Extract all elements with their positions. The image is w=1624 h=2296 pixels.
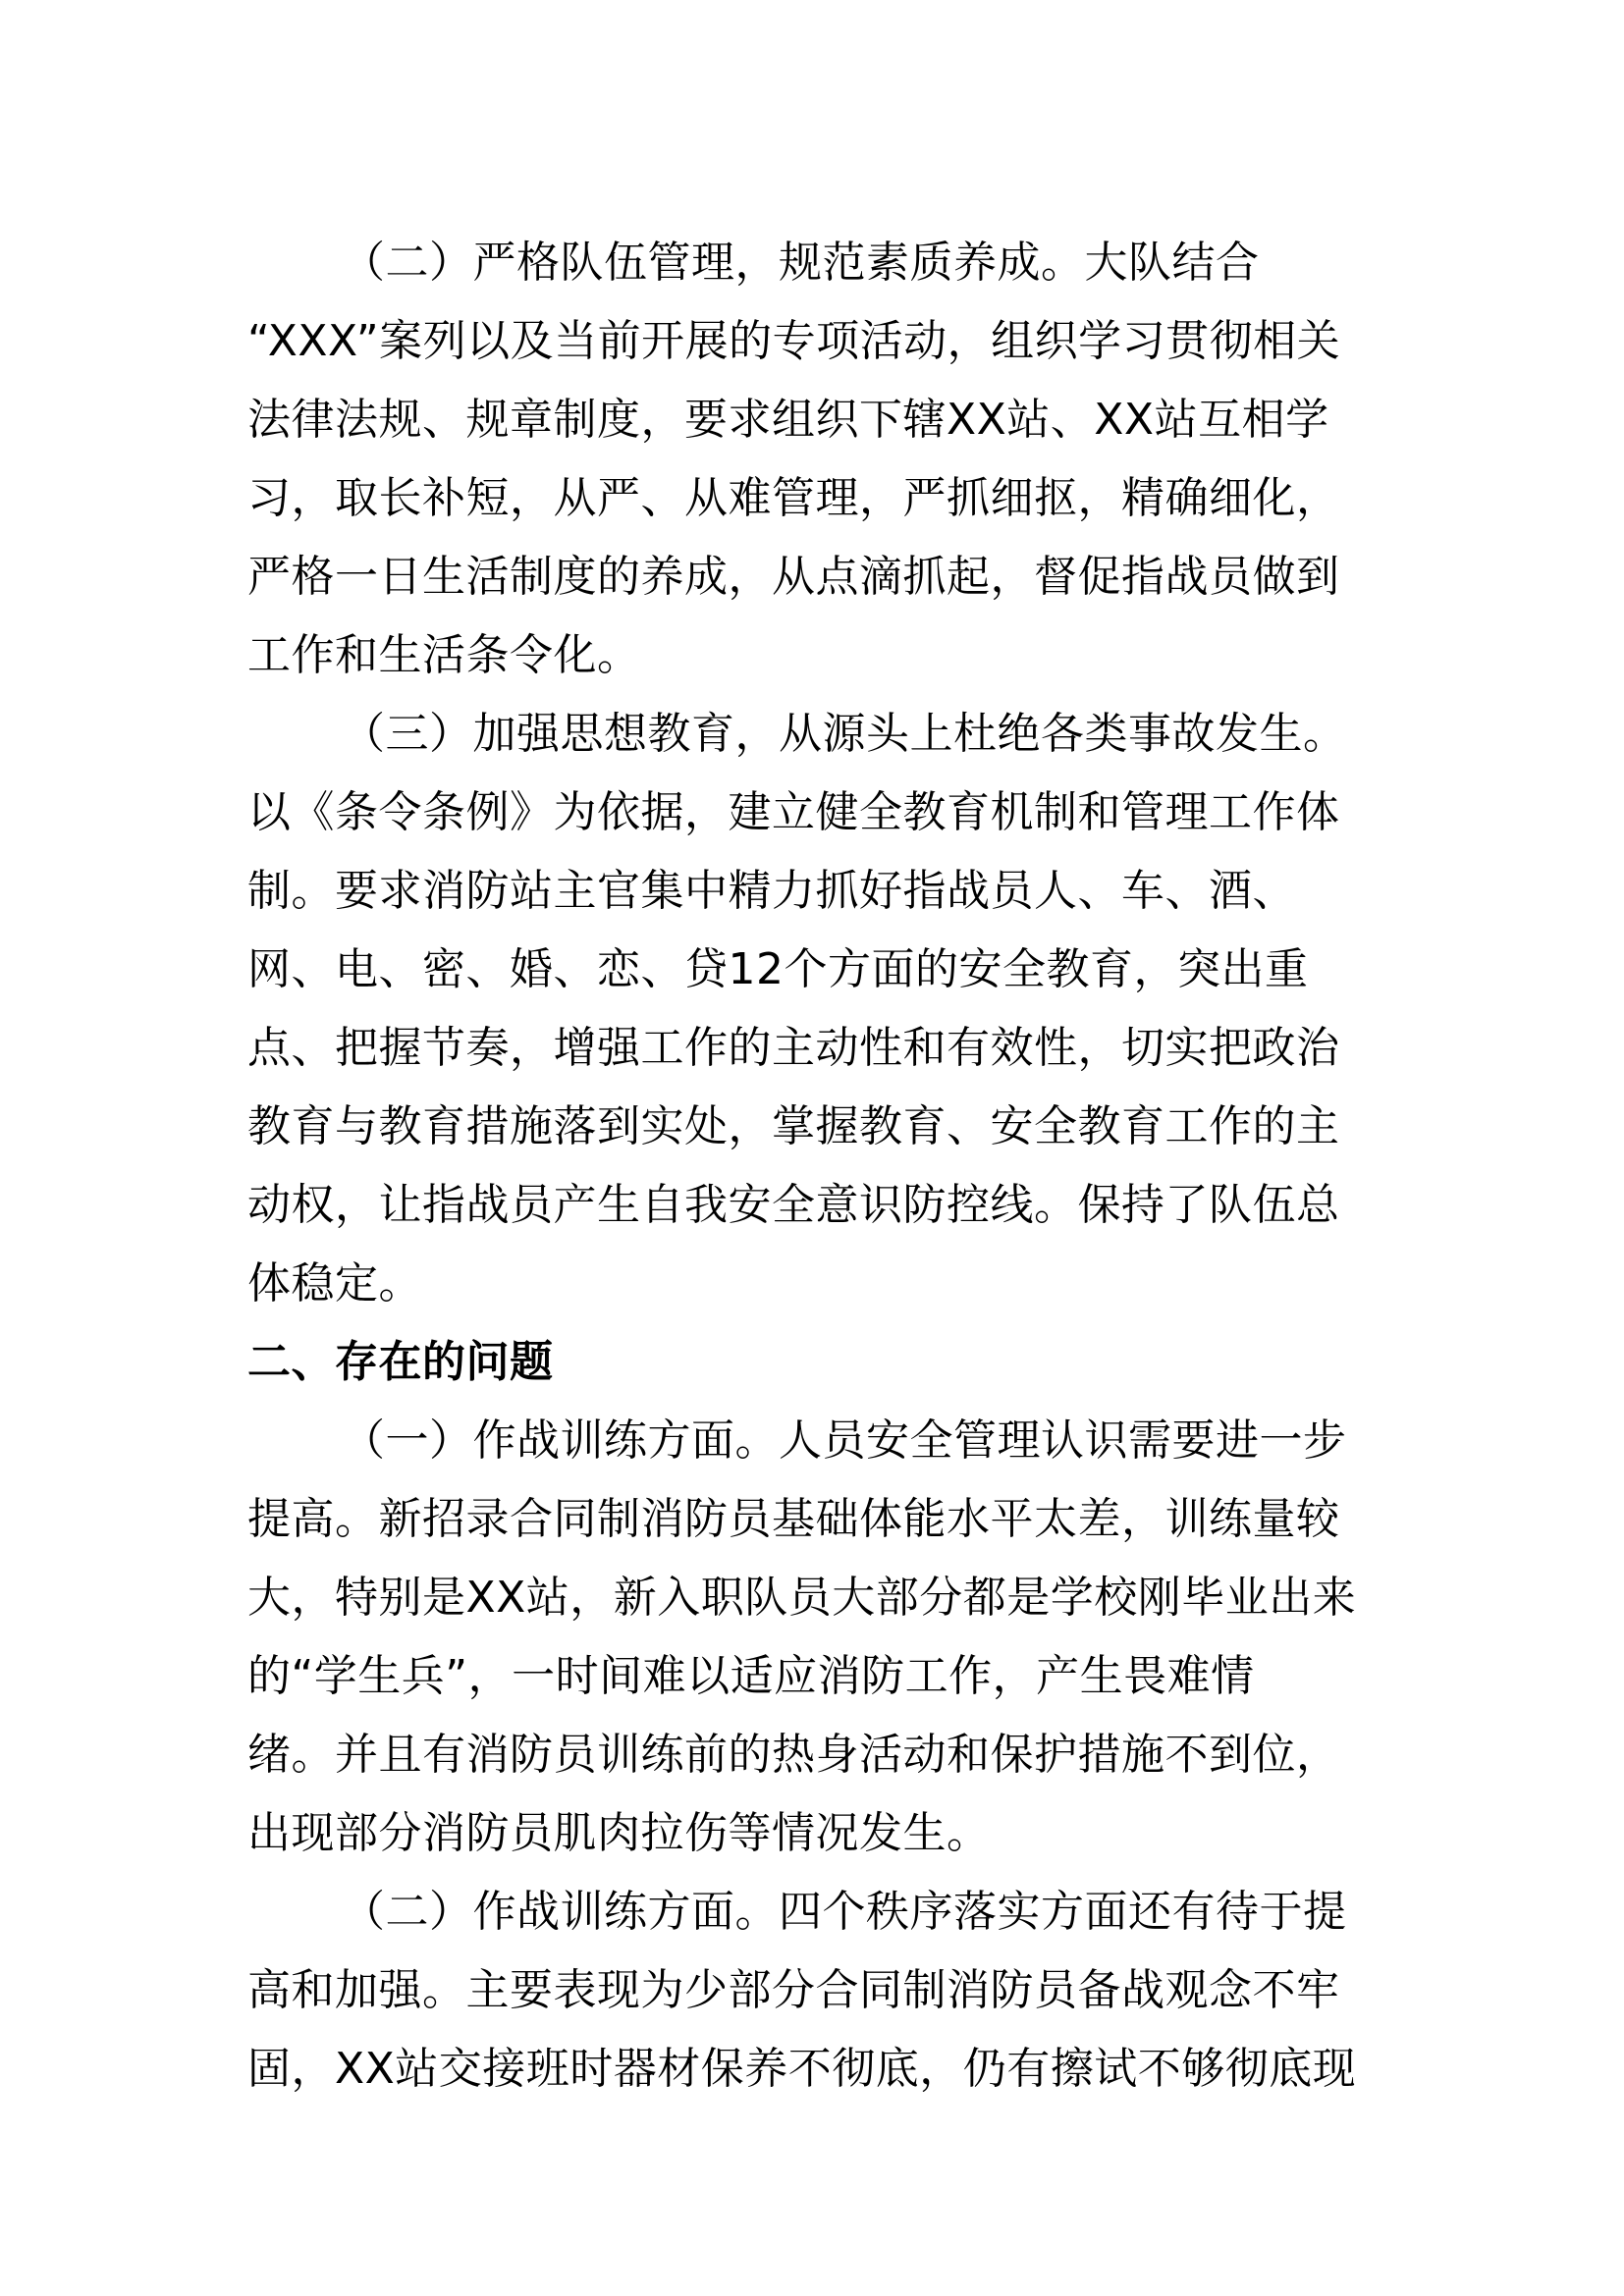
text-line: （二）严格队伍管理，规范素质养成。大队结合 [342,238,1260,288]
text-line: 教育与教育措施落到实处，掌握教育、安全教育工作的主 [247,1101,1340,1151]
text-line: （二）作战训练方面。四个秩序落实方面还有待于提 [342,1887,1347,1937]
document-page [247,224,1386,2109]
text-line: 大，特别是XX站，新入职队员大部分都是学校刚毕业出来 [247,1573,1357,1623]
text-line: 动权，让指战员产生自我安全意识防控线。保持了队伍总 [247,1180,1340,1230]
text-line: 的“学生兵”，一时间难以适应消防工作，产生畏难情 [247,1651,1255,1701]
text-line: 提高。新招录合同制消防员基础体能水平太差，训练量较 [247,1494,1340,1544]
text-line: 出现部分消防员肌肉拉伤等情况发生。 [247,1808,991,1858]
text-line: 习，取长补短，从严、从难管理，严抓细抠，精确细化， [247,473,1340,523]
text-line: 高和加强。主要表现为少部分合同制消防员备战观念不牢 [247,1965,1340,2015]
section-heading: 二、存在的问题 [247,1337,554,1387]
text-line: 网、电、密、婚、恋、贷12个方面的安全教育，突出重 [247,944,1309,994]
text-line: 以《条令条例》为依据，建立健全教育机制和管理工作体 [247,787,1340,837]
text-line: “XXX”案列以及当前开展的专项活动，组织学习贯彻相关 [247,316,1341,366]
text-line: 制。要求消防站主官集中精力抓好指战员人、车、酒、 [247,866,1296,916]
text-line: （一）作战训练方面。人员安全管理认识需要进一步 [342,1415,1347,1466]
text-line: 法律法规、规章制度，要求组织下辖XX站、XX站互相学 [247,395,1329,445]
text-line: 固，XX站交接班时器材保养不彻底，仍有擦试不够彻底现 [247,2044,1357,2094]
text-line: 点、把握节奏，增强工作的主动性和有效性，切实把政治 [247,1023,1340,1073]
text-line: （三）加强思想教育，从源头上杜绝各类事故发生。 [342,709,1347,759]
text-line: 严格一日生活制度的养成，从点滴抓起，督促指战员做到 [247,552,1340,602]
text-line: 工作和生活条令化。 [247,630,641,680]
text-line: 绪。并且有消防员训练前的热身活动和保护措施不到位， [247,1730,1340,1780]
text-line: 体稳定。 [247,1258,422,1308]
